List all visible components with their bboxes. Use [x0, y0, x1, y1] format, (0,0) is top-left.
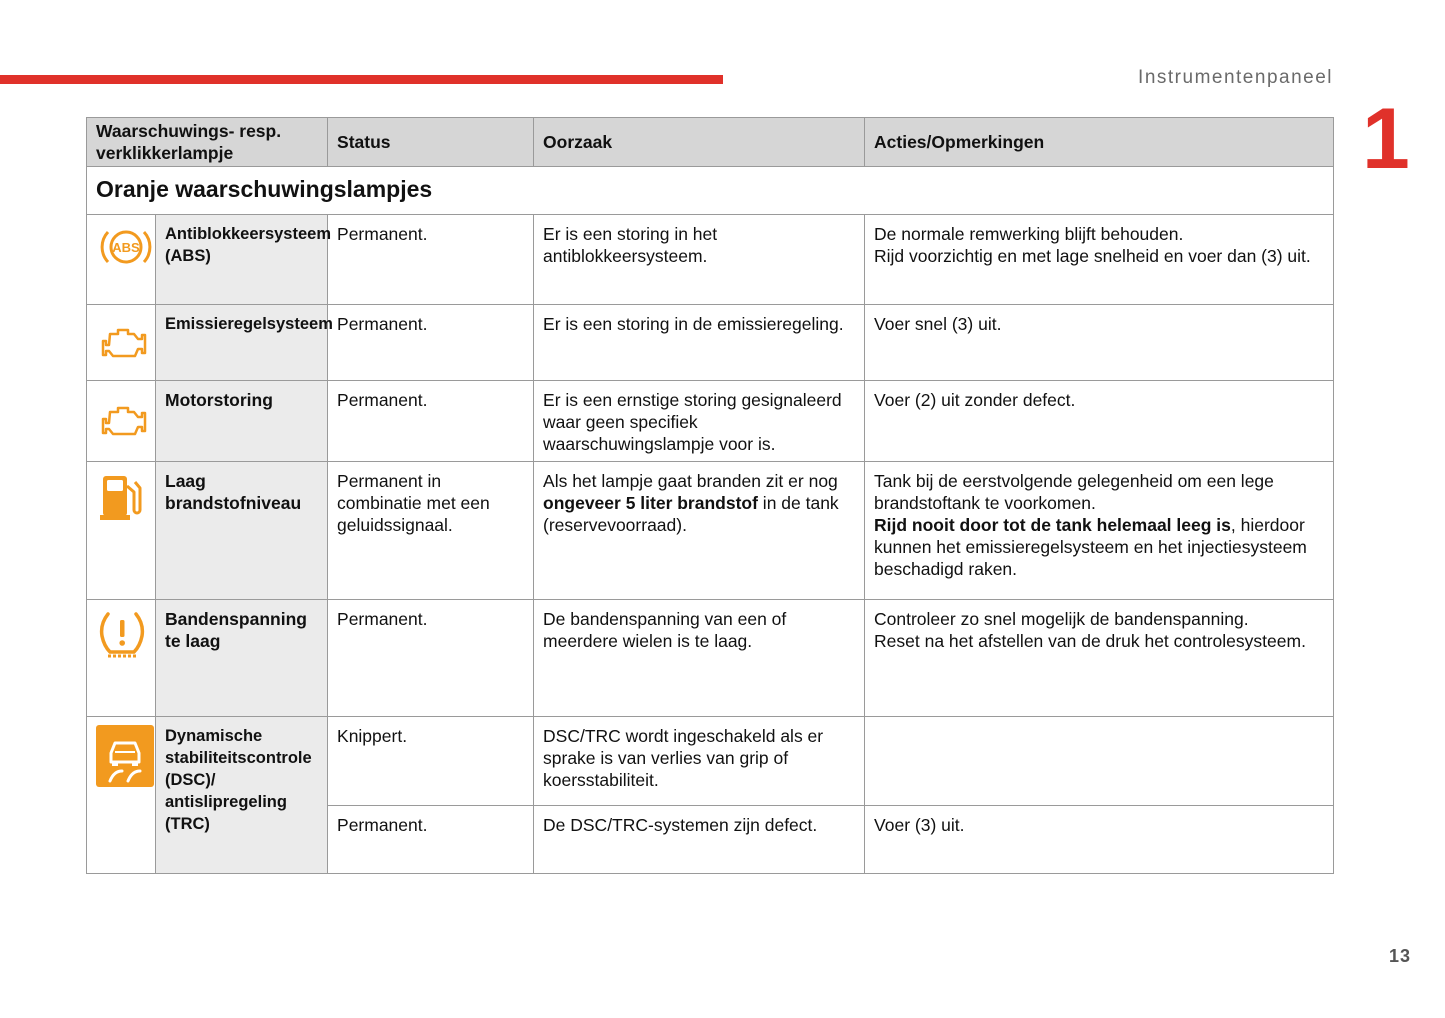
- action-line: Controleer zo snel mogelijk de bandenspanning.: [874, 609, 1249, 629]
- icon-cell: [87, 381, 156, 462]
- stability-control-icon: [96, 725, 154, 787]
- section-row: [87, 167, 1334, 215]
- action-cell: [865, 600, 1334, 717]
- action-emphasis: Rijd nooit door tot de tank helemaal leeg is: [874, 515, 1231, 535]
- icon-cell: [87, 462, 156, 600]
- column-header-lamp: Waarschuwings- resp. verklikkerlampje: [87, 118, 328, 167]
- action-cell: [865, 215, 1334, 305]
- lamp-name: Motorstoring: [156, 381, 328, 462]
- lamp-name: Antiblokkeersysteem (ABS): [156, 215, 328, 305]
- section-title: Instrumentenpaneel: [1138, 67, 1333, 88]
- action-cell: Voer snel (3) uit.: [865, 305, 1334, 381]
- icon-cell: [87, 305, 156, 381]
- cause-cell: Er is een storing in de emissieregeling.: [534, 305, 865, 381]
- action-cell: Voer (2) uit zonder defect.: [865, 381, 1334, 462]
- table-row: [87, 462, 1334, 600]
- chapter-number: 1: [1362, 91, 1410, 187]
- column-header-status: Status: [328, 118, 534, 167]
- status-cell: Permanent.: [328, 381, 534, 462]
- red-accent-bar: [0, 75, 723, 84]
- column-header-actions: Acties/Opmerkingen: [865, 118, 1334, 167]
- table-row: [87, 305, 1334, 381]
- abs-warning-icon: [96, 223, 156, 271]
- table-row: [87, 381, 1334, 462]
- cause-cell: De DSC/TRC-systemen zijn defect.: [534, 806, 865, 874]
- table-header-row: [87, 118, 1334, 167]
- cause-emphasis: ongeveer 5 liter brandstof: [543, 493, 758, 513]
- cause-cell: DSC/TRC wordt ingeschakeld als er sprake is van verlies van grip of koersstabiliteit.: [534, 717, 865, 806]
- engine-emission-icon: [96, 324, 148, 364]
- status-cell: Knippert.: [328, 717, 534, 806]
- action-line: De normale remwerking blijft behouden.: [874, 224, 1184, 244]
- status-cell: Permanent.: [328, 806, 534, 874]
- cause-text: in de tank (reservevoorraad).: [543, 493, 839, 535]
- lamp-name: Emissieregelsysteem: [156, 305, 328, 381]
- status-cell: Permanent.: [328, 600, 534, 717]
- table-row: [87, 215, 1334, 305]
- fuel-pump-icon: [96, 470, 146, 524]
- icon-cell: [87, 600, 156, 717]
- section-heading: Oranje waarschuwingslampjes: [87, 167, 1334, 215]
- page-number: 13: [1388, 946, 1411, 966]
- lamp-name: Dynamische stabiliteitscontrole (DSC)/ antislipregeling (TRC): [156, 717, 328, 874]
- action-line: Tank bij de eerstvolgende gelegenheid om een lege brandstoftank te voorkomen.: [874, 471, 1274, 513]
- table-row: [87, 717, 1334, 806]
- cause-cell: De bandenspanning van een of meerdere wielen is te laag.: [534, 600, 865, 717]
- icon-cell: [87, 215, 156, 305]
- column-header-cause: Oorzaak: [534, 118, 865, 167]
- action-line: Rijd voorzichtig en met lage snelheid en voer dan (3) uit.: [874, 246, 1311, 266]
- cause-text: Als het lampje gaat branden zit er nog: [543, 471, 838, 491]
- table-row: [87, 600, 1334, 717]
- tyre-pressure-icon: [96, 608, 148, 660]
- action-line: Reset na het afstellen van de druk het controlesysteem.: [874, 631, 1306, 651]
- icon-cell: [87, 717, 156, 874]
- cause-cell: [534, 462, 865, 600]
- lamp-name: Laag brandstofniveau: [156, 462, 328, 600]
- action-text: , hierdoor kunnen het emissieregelsysteem en het injectiesysteem beschadigd raken.: [874, 515, 1307, 579]
- lamp-name: Bandenspanning te laag: [156, 600, 328, 717]
- status-cell: Permanent.: [328, 305, 534, 381]
- cause-cell: Er is een ernstige storing gesignaleerd waar geen specifiek waarschuwingslampje voor is.: [534, 381, 865, 462]
- cause-cell: Er is een storing in het antiblokkeersysteem.: [534, 215, 865, 305]
- action-cell: [865, 717, 1334, 806]
- engine-fault-icon: [96, 402, 148, 442]
- action-cell: Voer (3) uit.: [865, 806, 1334, 874]
- action-line: [874, 514, 1324, 580]
- action-cell: [865, 462, 1334, 600]
- status-cell: Permanent.: [328, 215, 534, 305]
- status-cell: Permanent in combinatie met een geluidssignaal.: [328, 462, 534, 600]
- warning-lights-table: [86, 117, 1334, 874]
- svg-text:ABS: ABS: [112, 240, 140, 255]
